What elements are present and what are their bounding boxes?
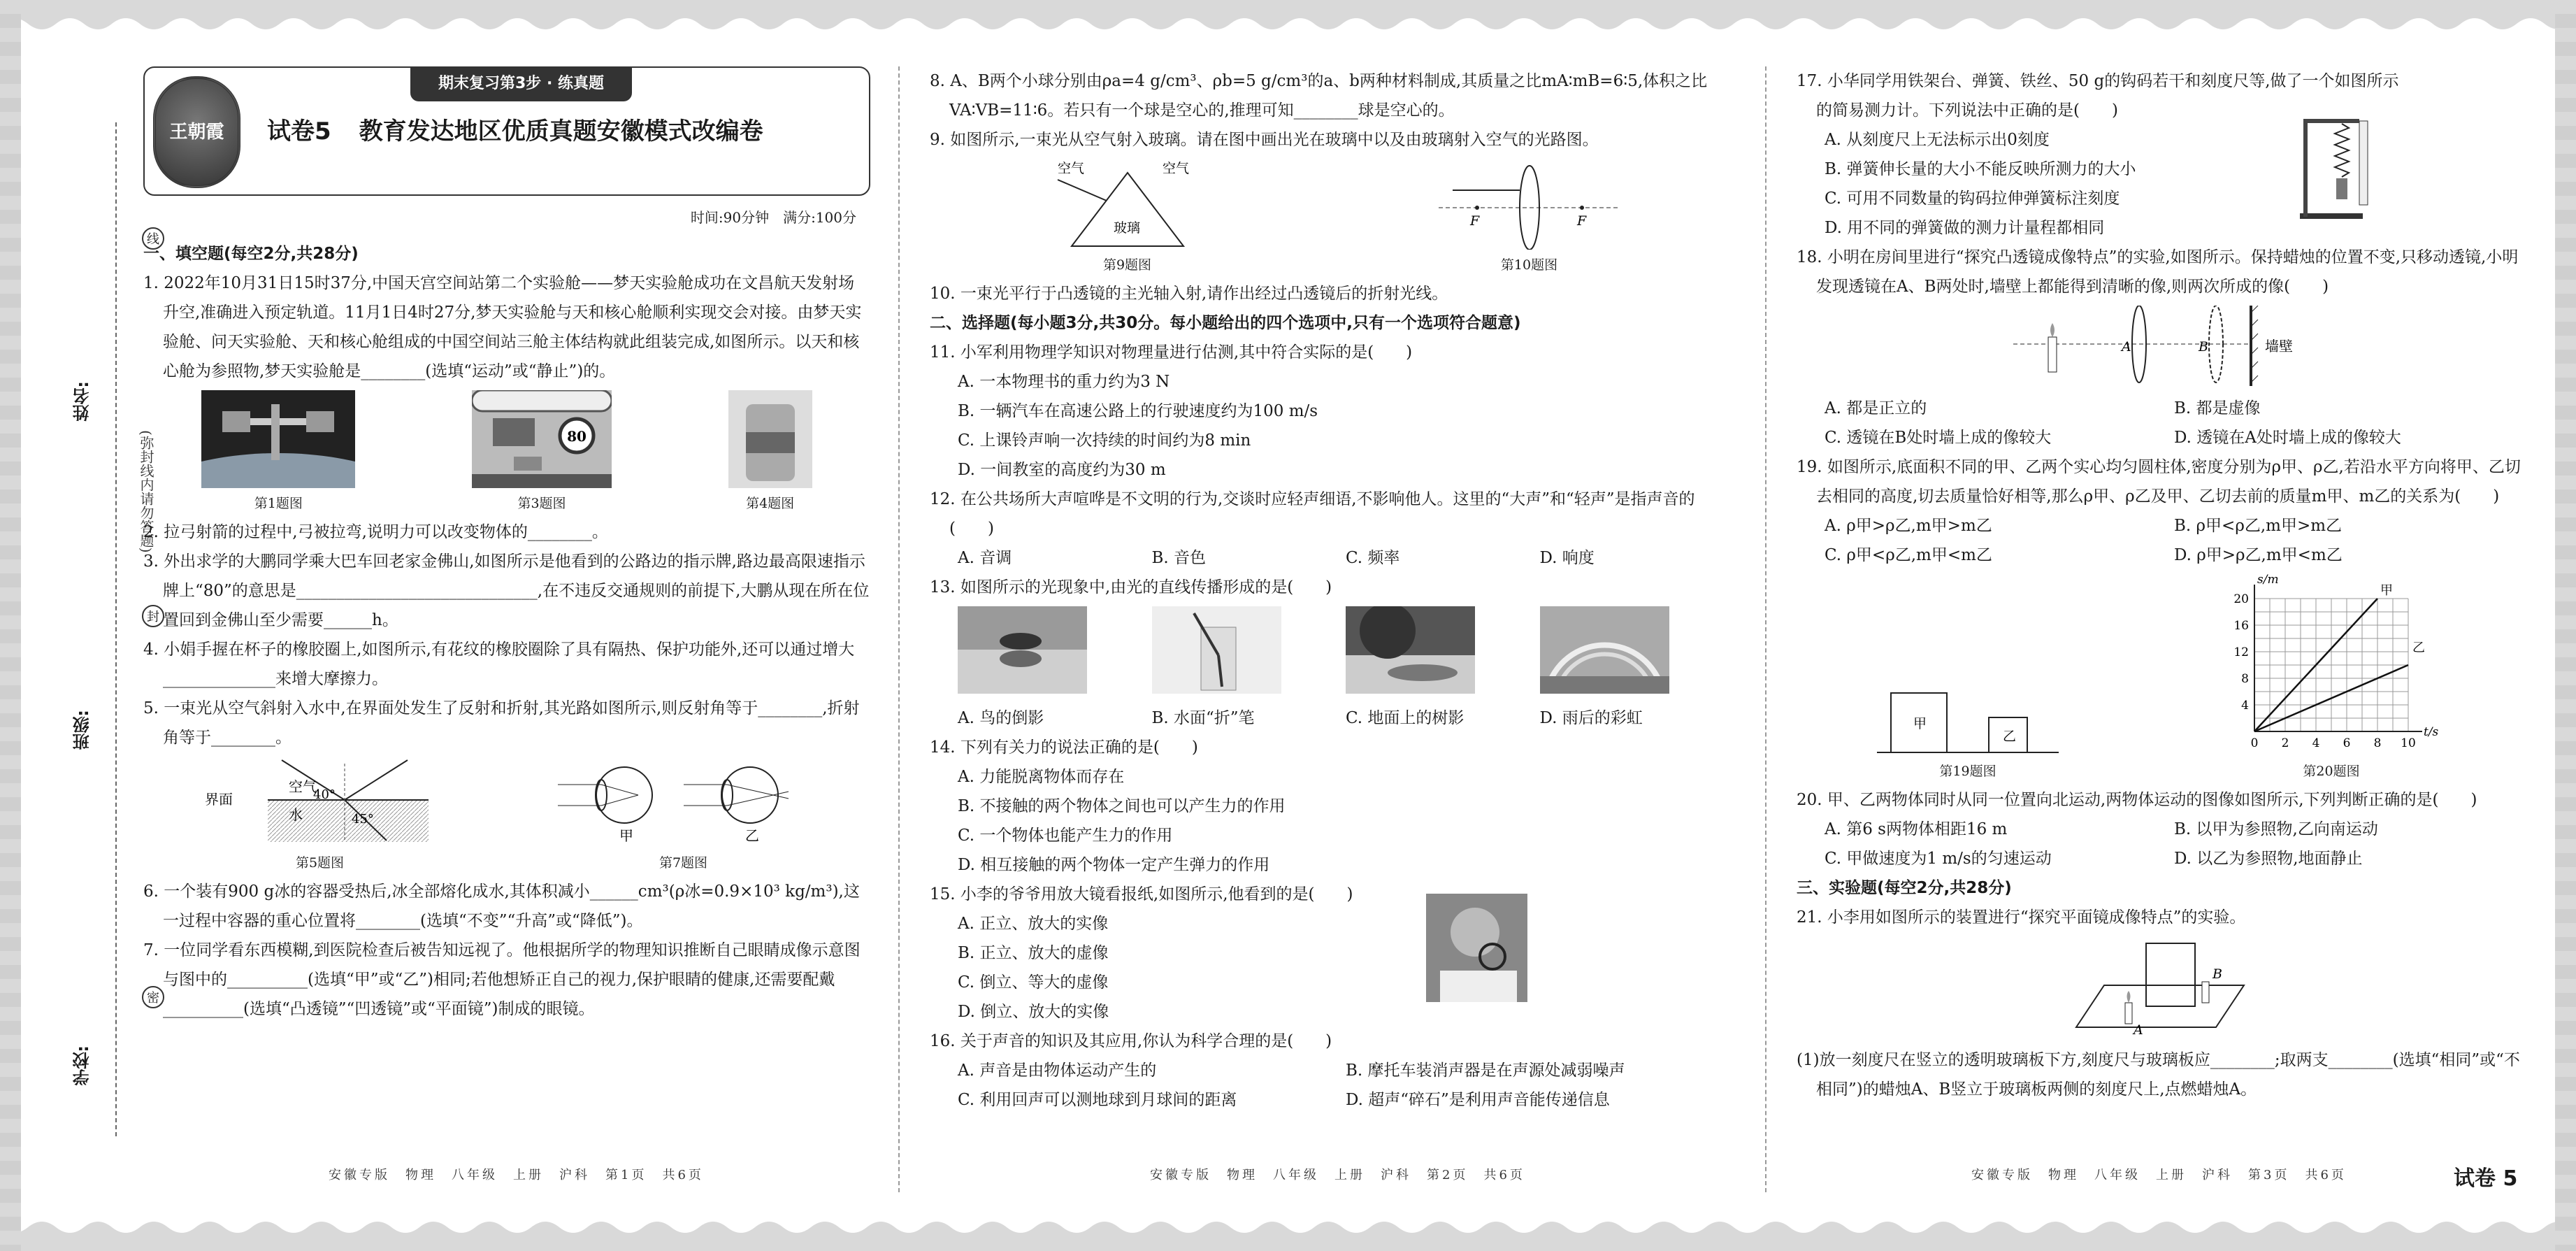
option: D. 用不同的弹簧做的测力计量程都相同 [1825,219,2105,237]
option: D. ρ甲>ρ乙,m甲<m乙 [2174,546,2343,564]
option: A. 力能脱离物体而存在 [958,768,1125,786]
seal-mark-dense: 密 [142,986,164,1008]
review-badge: 期末复习第3步 · 练真题 [410,66,632,101]
option: A. 鸟的倒影 [958,709,1044,727]
border-right [2541,0,2576,1251]
options-13 [930,703,1734,733]
series-label-yi: 乙 [2412,641,2425,655]
option: D. 倒立、放大的实像 [958,1003,1109,1021]
option: B. 正立、放大的虚像 [958,944,1109,962]
figure-21 [1797,936,2524,1041]
space-station-photo [201,390,355,488]
options-13-photos [930,602,1734,703]
option: D. 超声“碎石”是利用声音能传递信息 [1346,1091,1610,1109]
prism-diagram [1044,159,1211,250]
option: C. 一个物体也能产生力的作用 [958,827,1173,845]
cylinder-jia-label: 甲 [1913,716,1927,731]
time-score: 时间:90分钟 满分:100分 [690,209,856,226]
magnifier-photo [1426,894,1527,1002]
question-19: 19. 如图所示,底面积不同的甲、乙两个实心均匀圆柱体,密度分别为ρ甲、ρ乙,若沿水平方向将甲、乙切去相同的高度,切去质量恰好相等,那么ρ甲、ρ乙及甲、乙切去前的质量m甲、m乙的关系为( ) [1797,458,2521,506]
option: A. 一本物理书的重力约为3 N [958,373,1170,391]
column-page-1 [143,66,870,1024]
st-graph [2219,574,2443,756]
option: D. 透镜在A处时墙上成的像较大 [2174,429,2401,447]
option: C. 透镜在B处时墙上成的像较大 [1825,429,2052,447]
option: A. 声音是由物体运动产生的 [958,1061,1157,1080]
option: C. 倒立、等大的虚像 [958,973,1109,992]
question-18: 18. 小明在房间里进行“探究凸透镜成像特点”的实验,如图所示。保持蜡烛的位置不变,只移动透镜,小明发现透镜在A、B两处时,墙壁上都能得到清晰的像,则两次所成的像( ) [1797,248,2519,296]
interface-label: 界面 [204,791,233,808]
option: B. 以甲为参照物,乙向南运动 [2174,820,2378,838]
question-14: 14. 下列有关力的说法正确的是( ) [930,738,1198,757]
option: B. 不接触的两个物体之间也可以产生力的作用 [958,797,1286,815]
school-label: 学校: [73,1045,92,1086]
section-fill-title: 一、填空题(每空2分,共28分) [143,245,359,263]
glass-label: 玻璃 [1113,220,1140,236]
figure-19 [1877,686,2059,781]
option: B. 摩托车装消声器是在声源处减弱噪声 [1346,1061,1625,1080]
column-page-3 [1797,66,2524,1104]
figure-3-caption: 第3题图 [517,496,566,511]
question-10: 10. 一束光平行于凸透镜的主光轴入射,请作出经过凸透镜后的折射光线。 [930,285,1448,303]
question-17-block [1797,66,2524,243]
question-11: 11. 小军利用物理学知识对物理量进行估测,其中符合实际的是( ) [930,343,1413,362]
border-bottom [0,1216,2576,1251]
option: C. 可用不同数量的钩码拉伸弹簧标注刻度 [1825,190,2120,208]
lens-diagram [1439,159,1620,250]
focus-left: F [1469,213,1479,229]
lens-a-label: A [2122,339,2131,355]
option: B. 音色 [1151,549,1207,567]
air-label-1: 空气 [1057,161,1084,176]
eye-jia-label: 甲 [619,827,633,844]
angle-45: 45° [351,812,374,827]
option: D. 以乙为参照物,地面静止 [2174,850,2363,868]
page-footer-2: 安徽专版 物理 八年级 上册 沪科 第2页 共6页 [1150,1168,1525,1182]
option: A. 正立、放大的实像 [958,915,1109,933]
question-17: 17. 小华同学用铁架台、弹簧、铁丝、50 g的钩码若干和刻度尺等,做了一个如图所示的简易测力计。下列说法中正确的是( ) [1797,72,2399,120]
question-3: 3. 外出求学的大鹏同学乘大巴车回老家金佛山,如图所示是他看到的公路边的指示牌,路边最高限速指示牌上“80”的意思是______________________________,在不违反交通规则的前提下,大鹏从现在所在位置回到金佛山至少需要______h。 [143,552,870,629]
speed-limit-sign: 80 [567,428,587,445]
border-left [0,0,35,1251]
border-top [0,0,2576,35]
option: A. 从刻度尺上无法标示出0刻度 [1825,131,2050,149]
section-choice-title: 二、选择题(每小题3分,共30分。每小题给出的四个选项中,只有一个选项符合题意) [930,314,1521,332]
angle-40: 40° [312,787,336,802]
options-19 [1797,511,2524,570]
figure-20-caption: 第20题图 [2303,764,2360,779]
question-21: 21. 小李用如图所示的装置进行“探究平面镜成像特点”的实验。 [1797,908,2246,927]
figure-20 [2219,574,2443,781]
cylinders-diagram [1877,686,2059,756]
question-6: 6. 一个装有900 g冰的容器受热后,冰全部熔化成水,其体积减小______cm³(ρ冰=0.9×10³ kg/m³),这一过程中容器的重心位置将________(选填“不变”“升高”或“降低”)。 [143,882,860,930]
option: B. 水面“折”笔 [1151,709,1255,727]
paper-subtitle: 教育发达地区优质真题安徽模式改编卷 [359,117,763,145]
seal-line [115,122,117,1136]
series-label-jia: 甲 [2380,583,2393,598]
figure-row-9-10 [930,159,1734,275]
photo-bird-reflection [958,606,1152,703]
figure-9 [1044,159,1211,275]
x-tick-label: 0 [2250,736,2259,750]
column-page-2 [930,66,1734,1115]
question-12: 12. 在公共场所大声喧哗是不文明的行为,交谈时应轻声细语,不影响他人。这里的“大声”和“轻声”是指声音的( ) [930,490,1695,538]
binding-margin [42,66,159,1185]
question-5: 5. 一束光从空气斜射入水中,在界面处发生了反射和折射,其光路如图所示,则反射角等于________,折射角等于________。 [143,699,860,747]
figure-5 [205,757,436,873]
air-label-2: 空气 [1162,161,1189,176]
question-15: 15. 小李的爷爷用放大镜看报纸,如图所示,他看到的是( ) [930,885,1353,903]
page-footer-3: 安徽专版 物理 八年级 上册 沪科 第3页 共6页 [1971,1168,2347,1182]
options-16 [930,1056,1734,1115]
options-18 [1797,394,2524,452]
brand-logo: 王朝霞 [153,76,240,188]
figure-3 [472,390,612,513]
y-tick-label: 4 [2241,699,2249,713]
figure-1-caption: 第1题图 [254,496,303,511]
x-tick-label: 4 [2312,736,2320,750]
lens-wall-diagram [2013,306,2307,389]
class-label: 班级: [73,710,92,750]
figure-row-1 [143,390,870,513]
eye-diagram [558,757,810,848]
figure-9-caption: 第9题图 [1102,257,1152,273]
question-21-1: (1)放一刻度尺在竖立的透明玻璃板下方,刻度尺与玻璃板应________;取两支________(选填“相同”或“不相同”)的蜡烛A、B竖立于玻璃板两侧的刻度尺上,点燃蜡烛A。 [1797,1051,2520,1099]
question-7: 7. 一位同学看东西模糊,到医院检查后被告知远视了。他根据所学的物理知识推断自己眼睛成像示意图与图中的__________(选填“甲”或“乙”)相同;若他想矫正自己的视力,保护眼睛的健康,还需要配戴__________(选填“凸透镜”“凹透镜”或“平面镜”)制成的眼镜。 [143,941,861,1018]
column-divider [1765,66,1766,1192]
option: D. 一间教室的高度约为30 m [958,461,1166,479]
options-12 [930,543,1734,573]
spring-scale-diagram [2286,115,2391,220]
wall-label: 墙壁 [2265,338,2293,355]
question-20: 20. 甲、乙两物体同时从同一位置向北运动,两物体运动的图像如图所示,下列判断正确的是( ) [1797,791,2477,809]
x-tick-label: 8 [2373,736,2382,750]
section-exp-title: 三、实验题(每空2分,共28分) [1797,879,2012,897]
question-16: 16. 关于声音的知识及其应用,你认为科学合理的是( ) [930,1032,1332,1050]
question-15-block [930,880,1734,1027]
option: C. 利用回声可以测地球到月球间的距离 [958,1091,1237,1109]
focus-right: F [1576,213,1586,229]
option: B. 都是虚像 [2174,399,2261,417]
y-axis-label: s/m [2257,574,2279,587]
y-tick-label: 20 [2233,592,2249,606]
figure-19-caption: 第19题图 [1939,764,1996,779]
y-tick-label: 16 [2233,619,2249,633]
question-13: 13. 如图所示的光现象中,由光的直线传播形成的是( ) [930,578,1332,596]
lens-b-label: B [2199,339,2208,355]
x-axis-label: t/s [2424,725,2439,739]
road-sign-photo [472,390,612,488]
option: A. 都是正立的 [1825,399,1927,417]
option: A. 第6 s两物体相距16 m [1825,820,2008,838]
question-8: 8. A、B两个小球分别由ρa=4 g/cm³、ρb=5 g/cm³的a、b两种材料制成,其质量之比mA∶mB=6∶5,体积之比VA∶VB=11∶6。若只有一个球是空心的,推理可知________球是空心的。 [930,72,1708,120]
y-tick-label: 8 [2241,672,2249,686]
name-label: 姓名: [73,381,92,422]
option: D. 响度 [1539,549,1595,567]
option: C. 甲做速度为1 m/s的匀速运动 [1825,850,2052,868]
question-4: 4. 小娟手握在杯子的橡胶圈上,如图所示,有花纹的橡胶圈除了具有隔热、保护功能外,还可以通过增大______________来增大摩擦力。 [143,641,855,688]
photo-bent-pencil [1152,606,1346,703]
option: B. ρ甲<ρ乙,m甲>m乙 [2174,517,2343,535]
option: A. 音调 [958,549,1012,567]
page-footer-1: 安徽专版 物理 八年级 上册 沪科 第1页 共6页 [329,1168,704,1182]
paper-title: 试卷5 教育发达地区优质真题安徽模式改编卷 [267,117,763,145]
question-9: 9. 如图所示,一束光从空气射入玻璃。请在图中画出光在玻璃中以及由玻璃射入空气的光路图。 [930,131,1599,149]
figure-4-caption: 第4题图 [746,496,795,511]
candle-a-label: A [2134,1022,2143,1038]
figure-row-19-20 [1797,574,2524,781]
figure-10 [1439,159,1620,275]
refraction-diagram [205,757,436,848]
paper-number: 试卷 5 [2454,1166,2518,1191]
options-20 [1797,815,2524,873]
option: D. 雨后的彩虹 [1539,709,1643,727]
air-label: 空气 [288,778,317,795]
candle-b-label: B [2212,966,2222,982]
option: B. 一辆汽车在高速公路上的行驶速度约为100 m/s [958,402,1318,420]
figure-4 [728,390,812,513]
y-tick-label: 12 [2233,645,2249,659]
seal-mark-seal: 封 [142,605,164,627]
seal-note: (弥封线内请勿答题) [138,430,154,553]
x-tick-label: 2 [2281,736,2289,750]
option: C. ρ甲<ρ乙,m甲<m乙 [1825,546,1992,564]
figure-row-5-7 [143,757,870,873]
cylinder-yi-label: 乙 [2003,729,2017,744]
mirror-experiment-diagram [2062,936,2258,1041]
option: C. 上课铃声响一次持续的时间约为8 min [958,431,1251,450]
option: D. 相互接触的两个物体一定产生弹力的作用 [958,856,1270,874]
seal-mark-line: 线 [142,227,164,250]
eye-yi-label: 乙 [744,827,759,844]
x-tick-label: 6 [2343,736,2351,750]
option: B. 弹簧伸长量的大小不能反映所测力的大小 [1825,160,2136,178]
figure-7-caption: 第7题图 [659,855,708,871]
figure-10-caption: 第10题图 [1500,257,1558,273]
figure-5-caption: 第5题图 [295,855,345,871]
figure-1 [201,390,355,513]
column-divider [898,66,900,1192]
option: C. 频率 [1346,549,1400,567]
photo-tree-shadow [1346,606,1540,703]
water-label: 水 [288,806,303,823]
question-2: 2. 拉弓射箭的过程中,弓被拉弯,说明力可以改变物体的________。 [143,523,608,541]
photo-rainbow [1540,606,1734,703]
figure-7 [558,757,810,873]
option: C. 地面上的树影 [1346,709,1465,727]
exam-header [143,66,870,196]
x-tick-label: 10 [2401,736,2416,750]
cup-photo [728,390,812,488]
option: A. ρ甲>ρ乙,m甲>m乙 [1825,517,1992,535]
figure-18 [1797,306,2524,389]
question-1: 1. 2022年10月31日15时37分,中国天宫空间站第二个实验舱——梦天实验舱成功在文昌航天发射场升空,准确进入预定轨道。11月1日4时27分,梦天实验舱与天和核心舱顺利实现交会对接。由梦天实验舱、问天实验舱、天和核心舱组成的中国空间站三舱主体结构就此组装完成,如图所示。以天和核心舱为参照物,梦天实验舱是________(选填“运动”或“静止”)的。 [143,274,862,380]
